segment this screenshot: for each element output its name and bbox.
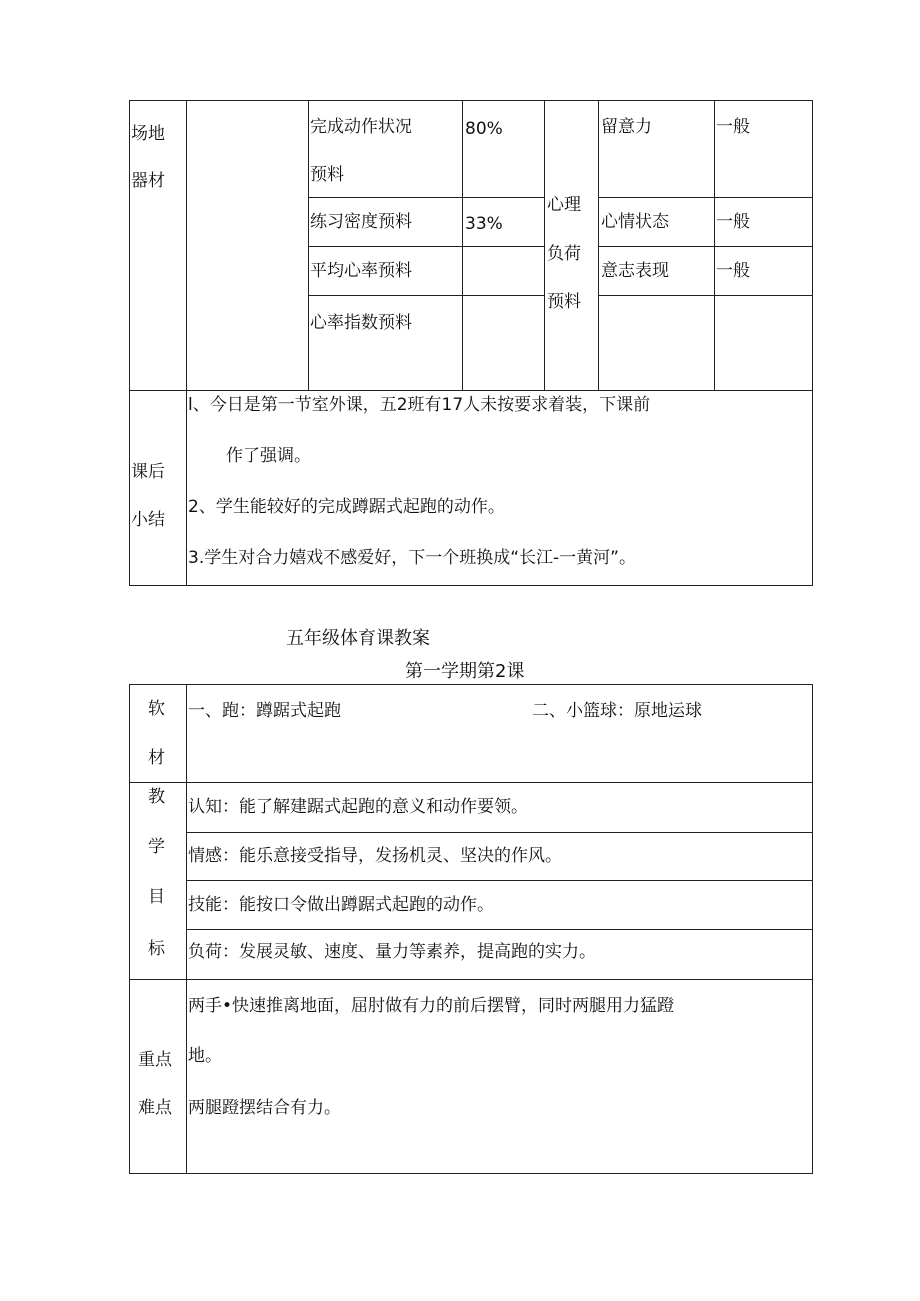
table1-divider <box>186 390 187 586</box>
goals-label: 学 <box>148 837 165 857</box>
goal-item: 认知：能了解建踞式起跑的意义和动作要领。 <box>188 797 528 817</box>
material-label: 材 <box>148 748 165 768</box>
completion-value: 80% <box>465 119 503 139</box>
psych-load-label: 心理 <box>547 195 581 215</box>
goals-label: 标 <box>148 939 165 959</box>
psych-item-label: 意志表现 <box>601 261 669 281</box>
material-item: 一、跑：蹲踞式起跑 <box>188 701 341 721</box>
goal-item: 技能：能按口令做出蹲踞式起跑的动作。 <box>188 895 494 915</box>
table1-divider <box>462 100 463 390</box>
psych-item-value: 一般 <box>716 117 750 137</box>
venue-label: 器材 <box>131 171 165 191</box>
table1-divider <box>129 390 813 391</box>
goal-item: 情感：能乐意接受指导，发扬机灵、坚决的作风。 <box>188 846 562 866</box>
psych-item-value: 一般 <box>716 212 750 232</box>
avg-hr-label: 平均心率预料 <box>310 261 412 281</box>
goals-label: 目 <box>148 887 165 907</box>
table2-divider <box>129 979 813 980</box>
hr-index-label: 心率指数预料 <box>310 313 412 333</box>
goal-item: 负荷：发展灵敏、速度、量力等素养，提高跑的实力。 <box>188 942 596 962</box>
table1-divider <box>308 197 544 198</box>
goals-label: 教 <box>148 787 165 807</box>
summary-line: 作了强调。 <box>226 446 311 466</box>
table2-divider <box>186 929 813 930</box>
table1-divider <box>308 100 309 390</box>
table2-divider <box>186 880 813 881</box>
table1-divider <box>598 197 813 198</box>
table2-divider <box>186 832 813 833</box>
summary-label: 小结 <box>131 510 165 530</box>
table1-divider <box>308 246 544 247</box>
psych-item-label: 留意力 <box>601 117 652 137</box>
venue-label: 场地 <box>131 124 165 144</box>
key-point-line: 两手•快速推离地面，屈肘做有力的前后摆臂，同时两腿用力猛蹬 <box>188 996 675 1016</box>
key-point-line: 地。 <box>188 1046 222 1066</box>
table2-divider <box>129 782 813 783</box>
completion-label: 预料 <box>310 165 344 185</box>
psych-load-label: 预料 <box>547 292 581 312</box>
summary-line: 3.学生对合力嬉戏不感爱好，下一个班换成“长江-一黄河”。 <box>188 548 636 568</box>
table1-divider <box>598 295 813 296</box>
key-points-label: 重点 <box>138 1050 172 1070</box>
material-label: 软 <box>148 699 165 719</box>
table1-divider <box>308 295 544 296</box>
psych-load-label: 负荷 <box>547 244 581 264</box>
summary-line: 2、学生能较好的完成蹲踞式起跑的动作。 <box>188 497 505 517</box>
material-item: 二、小篮球：原地运球 <box>532 701 702 721</box>
table1-divider <box>598 100 599 390</box>
table1-divider <box>544 100 545 390</box>
key-points-label: 难点 <box>138 1098 172 1118</box>
summary-label: 课后 <box>131 462 165 482</box>
lesson-subtitle: 第一学期第2课 <box>405 661 525 682</box>
density-value: 33% <box>465 214 503 234</box>
lesson-title: 五年级体育课教案 <box>286 628 430 649</box>
psych-item-label: 心情状态 <box>601 212 669 232</box>
density-label: 练习密度预料 <box>310 212 412 232</box>
key-point-line: 两腿蹬摆结合有力。 <box>188 1098 341 1118</box>
completion-label: 完成动作状况 <box>310 117 412 137</box>
table1-divider <box>598 246 813 247</box>
table1-divider <box>186 100 187 390</box>
summary-line: l、今日是第一节室外课，五2班有17人未按要求着装，下课前 <box>188 395 651 415</box>
psych-item-value: 一般 <box>716 261 750 281</box>
table1-divider <box>714 100 715 390</box>
